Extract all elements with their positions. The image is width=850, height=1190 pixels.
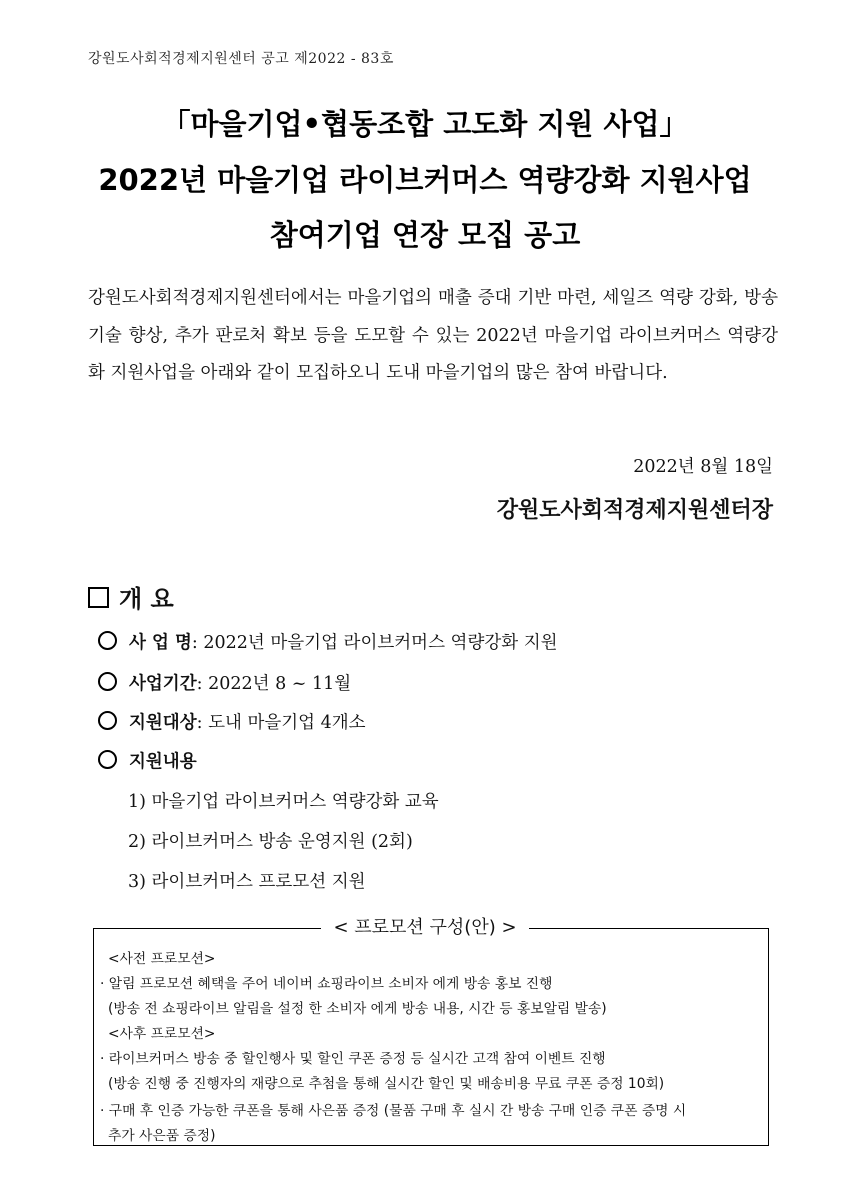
overview-item-content <box>98 748 197 773</box>
item-label: 사업기간 <box>129 674 197 694</box>
promo-line: · 구매 후 인증 가능한 쿠폰을 통해 사은품 증정 (물품 구매 후 실시 간 방송 구매 인증 쿠폰 증명 시 <box>100 1103 687 1119</box>
issuer-signature: 강원도사회적경제지원센터장 <box>496 498 773 523</box>
promotion-title-text: < 프로모션 구성(안) > <box>321 917 528 938</box>
title-line-2: 2022년 마을기업 라이브커머스 역량강화 지원사업 <box>98 163 752 197</box>
circle-bullet-icon <box>98 631 117 650</box>
promo-line: (방송 진행 중 진행자의 재량으로 추첨을 통해 실시간 할인 및 배송비용 무료 쿠폰 증정 10회) <box>108 1076 665 1092</box>
promo-line: 추가 사은품 증정) <box>108 1128 216 1144</box>
promo-line: <사후 프로모션> <box>108 1026 216 1042</box>
item-label: 지원내용 <box>129 752 197 772</box>
support-item-2: 2) 라이브커머스 방송 운영지원 (2회) <box>128 832 413 852</box>
title-line-3: 참여기업 연장 모집 공고 <box>269 218 581 252</box>
notice-number: 강원도사회적경제지원센터 공고 제2022 - 83호 <box>88 51 394 67</box>
overview-item-project-name <box>98 629 558 654</box>
notice-date: 2022년 8월 18일 <box>633 457 773 477</box>
overview-heading <box>88 579 174 614</box>
checkbox-square-icon <box>88 587 109 608</box>
intro-paragraph: 강원도사회적경제지원센터에서는 마을기업의 매출 증대 기반 마련, 세일즈 역량 강화, 방송기술 향상, 추가 판로처 확보 등을 도모할 수 있는 2022년 마을기업 라이브커머스 역량강화 지원사업을 아래와 같이 모집하오니 도내 마을기업의 많은 참여 바랍니다. <box>88 288 778 383</box>
promotion-title <box>0 913 850 939</box>
title-line-1: 「마을기업•협동조합 고도화 지원 사업」 <box>161 107 689 141</box>
circle-bullet-icon <box>98 672 117 691</box>
promo-line: (방송 전 쇼핑라이브 알림을 설정 한 소비자 에게 방송 내용, 시간 등 홍보알림 발송) <box>108 1001 607 1017</box>
overview-item-target <box>98 709 366 734</box>
circle-bullet-icon <box>98 711 117 730</box>
item-value: : 도내 마을기업 4개소 <box>196 713 366 733</box>
support-item-1: 1) 마을기업 라이브커머스 역량강화 교육 <box>128 792 439 812</box>
item-label: 지원대상 <box>129 713 197 733</box>
item-value: : 2022년 8 ~ 11월 <box>196 674 352 694</box>
item-label: 사 업 명 <box>129 633 192 653</box>
circle-bullet-icon <box>98 750 117 769</box>
support-item-3: 3) 라이브커머스 프로모션 지원 <box>128 872 366 892</box>
overview-item-period <box>98 670 351 695</box>
promo-line: · 라이브커머스 방송 중 할인행사 및 할인 쿠폰 증정 등 실시간 고객 참여 이벤트 진행 <box>100 1051 606 1067</box>
promo-line: <사전 프로모션> <box>108 951 216 967</box>
promo-line: · 알림 프로모션 혜택을 주어 네이버 쇼핑라이브 소비자 에게 방송 홍보 진행 <box>100 976 553 992</box>
overview-heading-text: 개 요 <box>119 585 174 613</box>
item-value: : 2022년 마을기업 라이브커머스 역량강화 지원 <box>191 633 558 653</box>
